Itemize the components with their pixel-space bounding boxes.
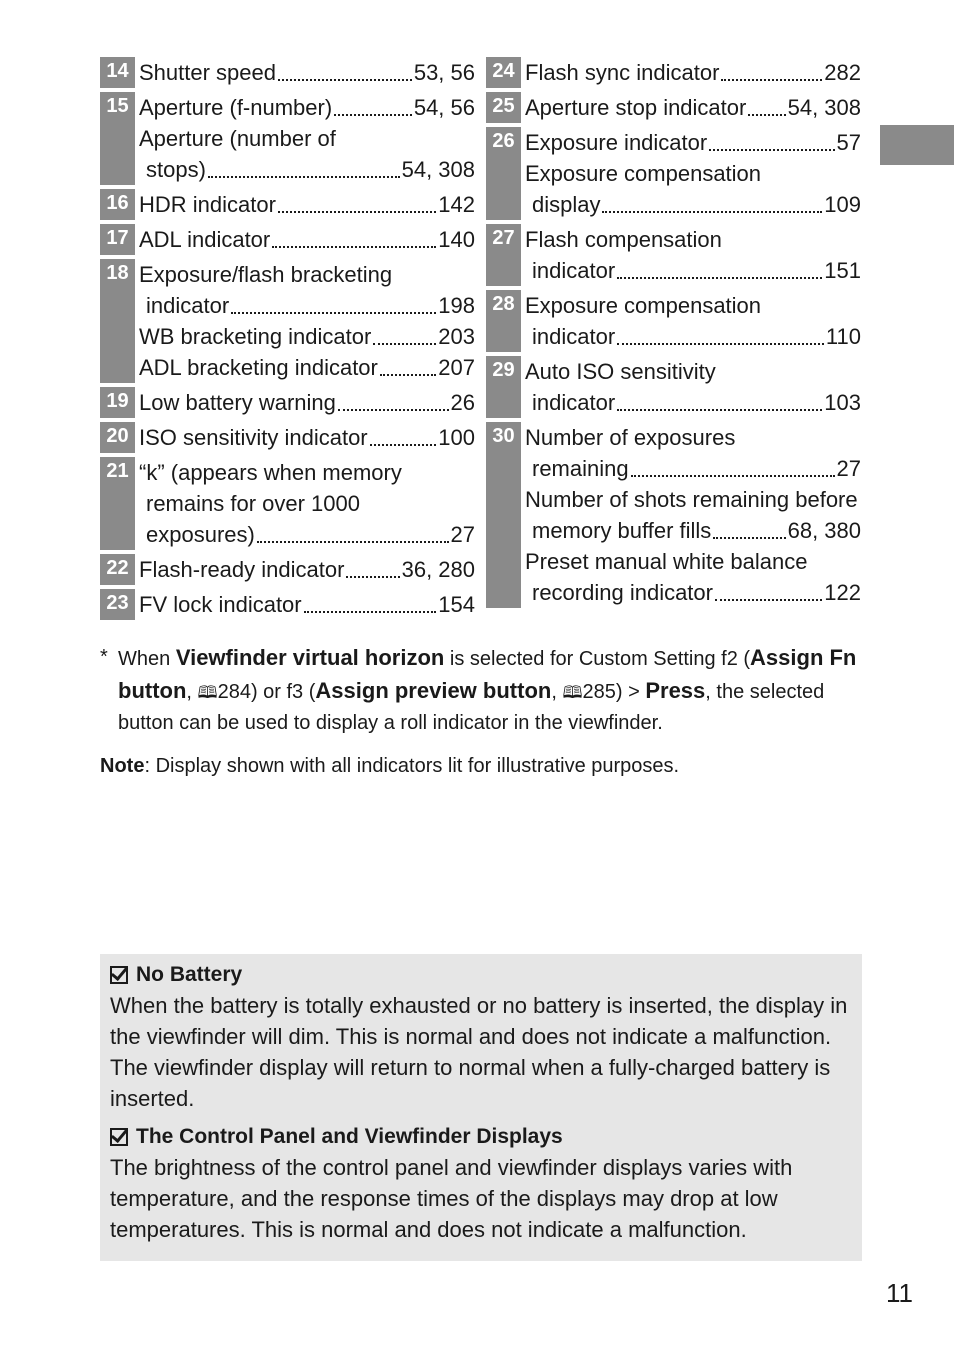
entry-label: Aperture (f-number): [139, 95, 333, 120]
legend-column-right: [486, 57, 861, 612]
entry-label: Flash sync indicator: [525, 60, 720, 85]
legend-entry: [525, 356, 861, 387]
legend-entry: [139, 259, 475, 290]
item-entries: [135, 259, 475, 383]
legend-item-26: [486, 127, 861, 220]
item-entries: [521, 57, 861, 88]
item-number: 29: [486, 356, 521, 418]
legend-entry: [139, 154, 475, 185]
entry-label: Auto ISO sensitivity: [525, 359, 716, 384]
item-entries: [135, 189, 475, 220]
item-entries: [135, 554, 475, 585]
entry-label: Flash-ready indicator: [139, 557, 345, 582]
dot-leader: [617, 277, 822, 279]
entry-label: indicator: [532, 258, 616, 283]
item-number: 25: [486, 92, 521, 123]
entry-label: ISO sensitivity indicator: [139, 425, 368, 450]
item-entries: [135, 387, 475, 418]
entry-page-ref[interactable]: 282: [824, 60, 861, 85]
dot-leader: [617, 409, 822, 411]
dot-leader: [380, 374, 436, 376]
legend-item-25: [486, 92, 861, 123]
item-number: 30: [486, 422, 521, 608]
legend-entry: [139, 57, 475, 88]
dot-leader: [709, 149, 834, 151]
dot-leader: [713, 537, 785, 539]
dot-leader: [334, 114, 412, 116]
entry-page-ref[interactable]: 54, 308: [787, 95, 861, 120]
legend-entry: [139, 123, 475, 154]
legend-entry: [139, 488, 475, 519]
item-entries: [521, 422, 861, 608]
entry-label: indicator: [146, 293, 230, 318]
note-body-displays: The brightness of the control panel and viewfinder displays varies with temperature, and the response times of the displays may drop at low temperatures. This is normal and does not indicate a malfunction.: [110, 1155, 793, 1242]
legend-entry: [139, 457, 475, 488]
item-number: 27: [486, 224, 521, 286]
entry-label: Exposure/flash bracketing: [139, 262, 393, 287]
entry-page-ref[interactable]: 110: [825, 324, 861, 349]
legend-item-15: [100, 92, 475, 185]
legend-item-28: [486, 290, 861, 352]
dot-leader: [748, 114, 785, 116]
dot-leader: [257, 541, 449, 543]
entry-label: remains for over 1000: [146, 491, 360, 516]
entry-page-ref[interactable]: 122: [824, 580, 861, 605]
entry-label: Number of exposures: [525, 425, 736, 450]
item-entries: [135, 57, 475, 88]
item-entries: [135, 589, 475, 620]
book-icon: 🕮: [562, 683, 583, 702]
legend-entry: [525, 127, 861, 158]
note-heading-no-battery: [110, 960, 852, 990]
legend-item-30: [486, 422, 861, 608]
entry-label: remaining: [532, 456, 629, 481]
entry-label: Low battery warning: [139, 390, 336, 415]
note-body-no-battery: When the battery is totally exhausted or no battery is inserted, the display in the viewfinder will dim. This is normal and does not indicate a malfunction. The viewfinder display will return to normal when a fully-charged battery is inserted.: [110, 993, 848, 1111]
entry-page-ref[interactable]: 198: [438, 293, 475, 318]
footnote-text: When: [118, 648, 176, 670]
legend-column-left: [100, 57, 475, 624]
legend-item-16: [100, 189, 475, 220]
legend-entry: [525, 92, 861, 123]
dot-leader: [304, 611, 437, 613]
legend-entry: [525, 422, 861, 453]
item-number: 15: [100, 92, 135, 185]
entry-label: ADL indicator: [139, 227, 271, 252]
footnote-text: , the selected button can be used to display a roll indicator in the viewfinder.: [118, 681, 825, 734]
book-icon: 🕮: [197, 683, 218, 702]
entry-label: FV lock indicator: [139, 592, 302, 617]
item-entries: [135, 457, 475, 550]
legend-entry: [139, 189, 475, 220]
legend-entry: [525, 321, 861, 352]
entry-page-ref[interactable]: 207: [438, 355, 475, 380]
item-number: 22: [100, 554, 135, 585]
legend-item-20: [100, 422, 475, 453]
legend-item-14: [100, 57, 475, 88]
footnote-text: 285) >: [582, 681, 646, 703]
legend-item-27: [486, 224, 861, 286]
item-entries: [521, 127, 861, 220]
entry-page-ref[interactable]: 100: [438, 425, 475, 450]
dot-leader: [231, 312, 436, 314]
footnote-bold: Assign preview button: [315, 678, 552, 703]
item-entries: [135, 422, 475, 453]
legend-entry: [139, 519, 475, 550]
entry-page-ref[interactable]: 57: [836, 130, 861, 155]
entry-label: HDR indicator: [139, 192, 276, 217]
legend-entry: [139, 92, 475, 123]
dot-leader: [338, 409, 449, 411]
legend-item-23: [100, 589, 475, 620]
entry-label: Exposure compensation: [525, 293, 762, 318]
entry-label: recording indicator: [532, 580, 713, 605]
dot-leader: [278, 211, 436, 213]
legend-entry: [525, 158, 861, 189]
item-number: 18: [100, 259, 135, 383]
footnote-bold: Assign Fn button: [118, 645, 857, 703]
dot-leader: [715, 599, 822, 601]
entry-page-ref[interactable]: 154: [438, 592, 475, 617]
entry-page-ref[interactable]: 26: [450, 390, 475, 415]
legend-entry: [525, 387, 861, 418]
entry-label: exposures): [146, 522, 255, 547]
entry-page-ref[interactable]: 27: [836, 456, 861, 481]
dot-leader: [370, 444, 437, 446]
item-entries: [135, 224, 475, 255]
entry-label: Shutter speed: [139, 60, 276, 85]
legend-item-17: [100, 224, 475, 255]
item-number: 19: [100, 387, 135, 418]
legend-entry: [525, 255, 861, 286]
entry-page-ref[interactable]: 109: [824, 192, 861, 217]
legend-entry: [525, 577, 861, 608]
entry-label: indicator: [532, 390, 616, 415]
legend-entry: [525, 224, 861, 255]
dot-leader: [721, 79, 822, 81]
entry-label: Preset manual white balance: [525, 549, 808, 574]
note: [100, 752, 860, 780]
entry-page-ref[interactable]: 142: [438, 192, 475, 217]
entry-page-ref[interactable]: 151: [824, 258, 861, 283]
legend-entry: [525, 290, 861, 321]
entry-label: ADL bracketing indicator: [139, 355, 378, 380]
item-entries: [521, 224, 861, 286]
item-number: 20: [100, 422, 135, 453]
note-text: : Display shown with all indicators lit for illustrative purposes.: [144, 755, 680, 777]
legend-entry: [525, 515, 861, 546]
entry-page-ref[interactable]: 68, 380: [787, 518, 861, 543]
notes-box: [100, 954, 862, 1261]
dot-leader: [346, 576, 399, 578]
entry-label: display: [532, 192, 601, 217]
checkmark-icon: [110, 966, 128, 984]
heading-text: No Battery: [136, 963, 243, 986]
legend-entry: [139, 321, 475, 352]
note-label: Note: [100, 755, 145, 777]
legend-item-22: [100, 554, 475, 585]
entry-label: “k” (appears when memory: [139, 460, 402, 485]
legend-entry: [525, 57, 861, 88]
item-number: 23: [100, 589, 135, 620]
legend-item-19: [100, 387, 475, 418]
chapter-tab: [880, 125, 954, 165]
item-number: 17: [100, 224, 135, 255]
footnote-text: 284) or f3 (: [217, 681, 316, 703]
note-heading-displays: [110, 1122, 852, 1152]
entry-label: WB bracketing indicator: [139, 324, 372, 349]
entry-label: Aperture (number of: [139, 126, 336, 151]
entry-label: Flash compensation: [525, 227, 722, 252]
dot-leader: [617, 343, 824, 345]
item-number: 21: [100, 457, 135, 550]
entry-page-ref[interactable]: 203: [438, 324, 475, 349]
entry-label: Exposure indicator: [525, 130, 708, 155]
legend-item-24: [486, 57, 861, 88]
footnote-marker: *: [100, 646, 108, 668]
legend-entry: [525, 546, 861, 577]
entry-page-ref[interactable]: 53, 56: [413, 60, 475, 85]
dot-leader: [602, 211, 822, 213]
footnote-bold: Viewfinder virtual horizon: [175, 645, 445, 670]
legend-entry: [525, 189, 861, 220]
dot-leader: [272, 246, 436, 248]
entry-label: Number of shots remaining before: [525, 487, 858, 512]
item-entries: [135, 92, 475, 185]
entry-page-ref[interactable]: 103: [824, 390, 861, 415]
entry-label: indicator: [532, 324, 616, 349]
legend-entry: [139, 352, 475, 383]
legend-entry: [139, 290, 475, 321]
entry-page-ref[interactable]: 36, 280: [401, 557, 475, 582]
legend-entry: [139, 224, 475, 255]
dot-leader: [631, 475, 835, 477]
page-number: 11: [886, 1278, 913, 1308]
item-entries: [521, 290, 861, 352]
entry-label: memory buffer fills: [532, 518, 712, 543]
legend-entry: [139, 387, 475, 418]
dot-leader: [278, 79, 412, 81]
legend-entry: [139, 422, 475, 453]
heading-text: The Control Panel and Viewfinder Displays: [136, 1125, 563, 1148]
entry-page-ref[interactable]: 54, 308: [401, 157, 475, 182]
legend-entry: [139, 554, 475, 585]
entry-label: stops): [146, 157, 206, 182]
item-entries: [521, 356, 861, 418]
footnote-text: is selected for Custom Setting f2 (: [444, 648, 751, 670]
item-number: 16: [100, 189, 135, 220]
item-number: 28: [486, 290, 521, 352]
dot-leader: [373, 343, 436, 345]
entry-label: Aperture stop indicator: [525, 95, 747, 120]
legend-item-21: [100, 457, 475, 550]
entry-page-ref[interactable]: 140: [438, 227, 475, 252]
item-number: 24: [486, 57, 521, 88]
legend-item-29: [486, 356, 861, 418]
entry-page-ref[interactable]: 27: [450, 522, 475, 547]
item-number: 26: [486, 127, 521, 220]
item-number: 14: [100, 57, 135, 88]
footnote-bold: Press: [645, 678, 706, 703]
footnote-text: ,: [186, 681, 198, 703]
entry-page-ref[interactable]: 54, 56: [413, 95, 475, 120]
footnote-text: ,: [551, 681, 563, 703]
item-entries: [521, 92, 861, 123]
checkmark-icon: [110, 1128, 128, 1146]
dot-leader: [208, 176, 400, 178]
legend-entry: [139, 589, 475, 620]
entry-label: Exposure compensation: [525, 161, 762, 186]
legend-item-18: [100, 259, 475, 383]
legend-entry: [525, 453, 861, 484]
footnote: [100, 642, 860, 739]
legend-entry: [525, 484, 861, 515]
